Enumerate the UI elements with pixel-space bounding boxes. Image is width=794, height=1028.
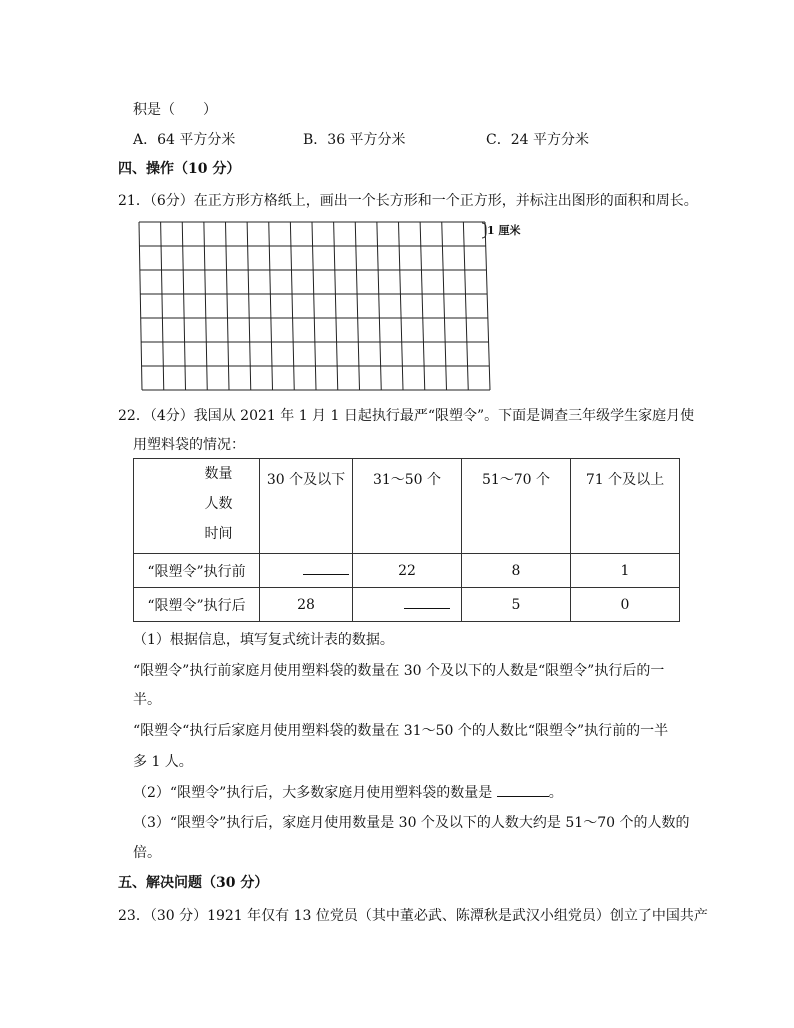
square-grid-paper [133,216,523,396]
row-label-after: “限塑令”执行后 [134,588,260,622]
grid-vertical-line [269,222,273,390]
grid-vertical-line [420,222,425,390]
answer-blank[interactable] [404,598,450,609]
q21-text: 21．（6分）在正方形方格纸上，画出一个长方形和一个正方形，并标注出图形的面积和周长。 [118,193,698,209]
cell-after-51-70: 5 [462,588,571,622]
grid-vertical-line [204,222,207,390]
section-4-title: 四、操作（10 分） [118,161,241,177]
row-label-before: “限塑令”执行前 [134,554,260,588]
corner-label-people: 人数 [204,496,233,512]
cell-after-30-below: 28 [260,588,353,622]
grid-vertical-line [226,222,230,390]
grid-vertical-line [182,222,185,390]
cell-before-51-70: 8 [462,554,571,588]
q22-sub3-a: （3）“限塑令”执行后，家庭月使用数量是 30 个及以下的人数大约是 51～70 个的人数的 [133,815,690,831]
header-71-above: 71 个及以上 [571,459,680,554]
q22-info2-b: 多 1 人。 [133,754,193,770]
grid-vertical-line [247,222,251,390]
corner-label-quantity: 数量 [204,466,233,482]
q22-sub1: （1）根据信息，填写复式统计表的数据。 [133,632,394,648]
section-5-title: 五、解决问题（30 分） [118,875,269,891]
grid-vertical-line [442,222,447,390]
cell-before-30-below-blank[interactable] [260,554,353,588]
q20-option-c: C．24 平方分米 [486,132,589,148]
grid-vertical-line [161,222,164,390]
q22-sub2 [133,784,563,802]
answer-blank[interactable] [497,786,549,797]
q22-info1-a: “限塑令”执行前家庭月使用塑料袋的数量在 30 个及以下的人数是“限塑令”执行后的一 [133,663,665,679]
cell-before-31-50: 22 [353,554,462,588]
grid-vertical-line [334,222,338,390]
q22-text-line1: 22．（4分）我国从 2021 年 1 月 1 日起执行最严“限塑令”。下面是调查三年级学生家庭月使 [118,408,695,424]
corner-label-time: 时间 [204,526,233,542]
q20-option-b: B．36 平方分米 [303,132,406,148]
q23-text: 23．（30 分）1921 年仅有 13 位党员（其中董必武、陈潭秋是武汉小组党员）创立了中国共产 [118,908,708,924]
grid-vertical-line [463,222,468,390]
q22-info2-a: “限塑令“执行后家庭月使用塑料袋的数量在 31～50 个的人数比“限塑令”执行前的一半 [133,723,669,739]
header-30-below: 30 个及以下 [260,459,353,554]
table-row [134,588,680,622]
answer-blank[interactable] [303,564,349,575]
cell-after-31-50-blank[interactable] [353,588,462,622]
q22-sub3-b: 倍。 [133,845,161,861]
grid-scale-label: 1 厘米 [487,224,521,237]
q22-text-line2: 用塑料袋的情况： [133,437,245,453]
grid-vertical-line [399,222,404,390]
q20-option-a: A．64 平方分米 [133,132,236,148]
q22-info1-b: 半。 [133,692,161,708]
q20-stem: 积是（ ） [133,102,217,118]
header-31-50: 31～50 个 [353,459,462,554]
q22-sub2-text: （2）“限塑令”执行后，大多数家庭月使用塑料袋的数量是 [133,785,493,801]
q22-sub2-end: 。 [548,785,563,801]
table-corner-cell [134,459,260,554]
cell-after-71-above: 0 [571,588,680,622]
grid-vertical-line [485,222,490,390]
grid-vertical-line [355,222,359,390]
plastic-bag-stats-table [133,458,680,622]
grid-vertical-line [139,222,142,390]
table-header-row [134,459,680,554]
grid-svg [133,216,523,396]
header-51-70: 51～70 个 [462,459,571,554]
grid-vertical-line [290,222,294,390]
grid-vertical-line [377,222,381,390]
cell-before-71-above: 1 [571,554,680,588]
table-row [134,554,680,588]
grid-vertical-line [312,222,316,390]
